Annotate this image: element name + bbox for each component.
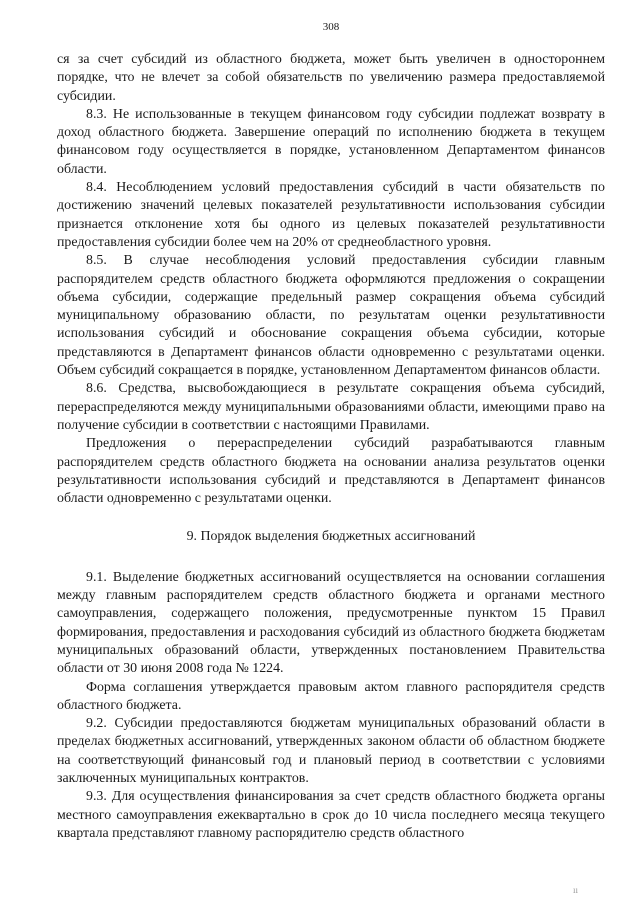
paragraph-8-5: 8.5. В случае несоблюдения условий предоставления субсидии главным распорядителем средств областного бюджета оформляются предложения о сокращении объема субсидии, содержащие предельный размер сокращения объема субсидий муниципальному образованию области, по результатам оценки результативности использования субсидий и обоснование сокращения объема субсидии, которые представляются в Департамент финансов области одновременно с результатами оценки. Объем субсидий сокращается в порядке, установленном Департаментом финансов области. xyxy=(57,253,605,379)
scan-corner-mark: ıı xyxy=(572,885,578,895)
paragraph-9-2: 9.2. Субсидии предоставляются бюджетам муниципальных образований области в пределах бюджетных ассигнований, утвержденных законом области об областном бюджете на соответствующий финансовый год и плановый период в соответствии с условиями заключенных муниципальных контрактов. xyxy=(57,716,605,786)
page-number: 308 xyxy=(322,21,340,33)
document-page xyxy=(57,20,605,843)
paragraph-9-1: 9.1. Выделение бюджетных ассигнований осуществляется на основании соглашения между главным распорядителем средств областного бюджета и органами местного самоуправления, содержащего положения, предусмотренные пунктом 15 Правил формирования, предоставления и расходования субсидий из областного бюджета бюджетам муниципальных образований области, утвержденных постановлением Правительства области от 30 июня 2008 года № 1224. xyxy=(57,569,605,677)
paragraph-redistribution-proposals: Предложения о перераспределении субсидий разрабатываются главным распорядителем средств областного бюджета на основании анализа результатов оценки результативности использования субсидий и представляются в Департамент финансов области одновременно с результатами оценки. xyxy=(57,436,605,507)
paragraph-8-6: 8.6. Средства, высвобождающиеся в результате сокращения объема субсидий, перераспределяются между муниципальными образованиями области, имеющими право на получение субсидии в соответствии с настоящими Правилами. xyxy=(57,381,605,433)
section-heading: 9. Порядок выделения бюджетных ассигнований xyxy=(186,529,476,545)
paragraph-8-3: 8.3. Не использованные в текущем финансовом году субсидии подлежат возврату в доход областного бюджета. Завершение операций по исполнению бюджета в текущем финансовом году осуществляется в порядке, установленном Департаментом финансов области. xyxy=(57,106,605,177)
paragraph-continuation: ся за счет субсидий из областного бюджета, может быть увеличен в одностороннем порядке, что не влечет за собой обязательств по увеличению размера предоставляемой субсидии. xyxy=(57,52,605,104)
paragraph-agreement-form: Форма соглашения утверждается правовым актом главного распорядителя средств областного бюджета. xyxy=(57,679,605,713)
paragraph-9-3: 9.3. Для осуществления финансирования за счет средств областного бюджета органы местного самоуправления ежеквартально в срок до 10 числа последнего месяца текущего квартала представляют главному распорядителю средств областного xyxy=(57,789,605,841)
paragraph-8-4: 8.4. Несоблюдением условий предоставления субсидий в части обязательств по достижению значений целевых показателей результативности использования субсидии признается отклонение хотя бы одного из целевых показателей результативности предоставления субсидии более чем на 20% от среднеобластного уровня. xyxy=(57,180,605,250)
